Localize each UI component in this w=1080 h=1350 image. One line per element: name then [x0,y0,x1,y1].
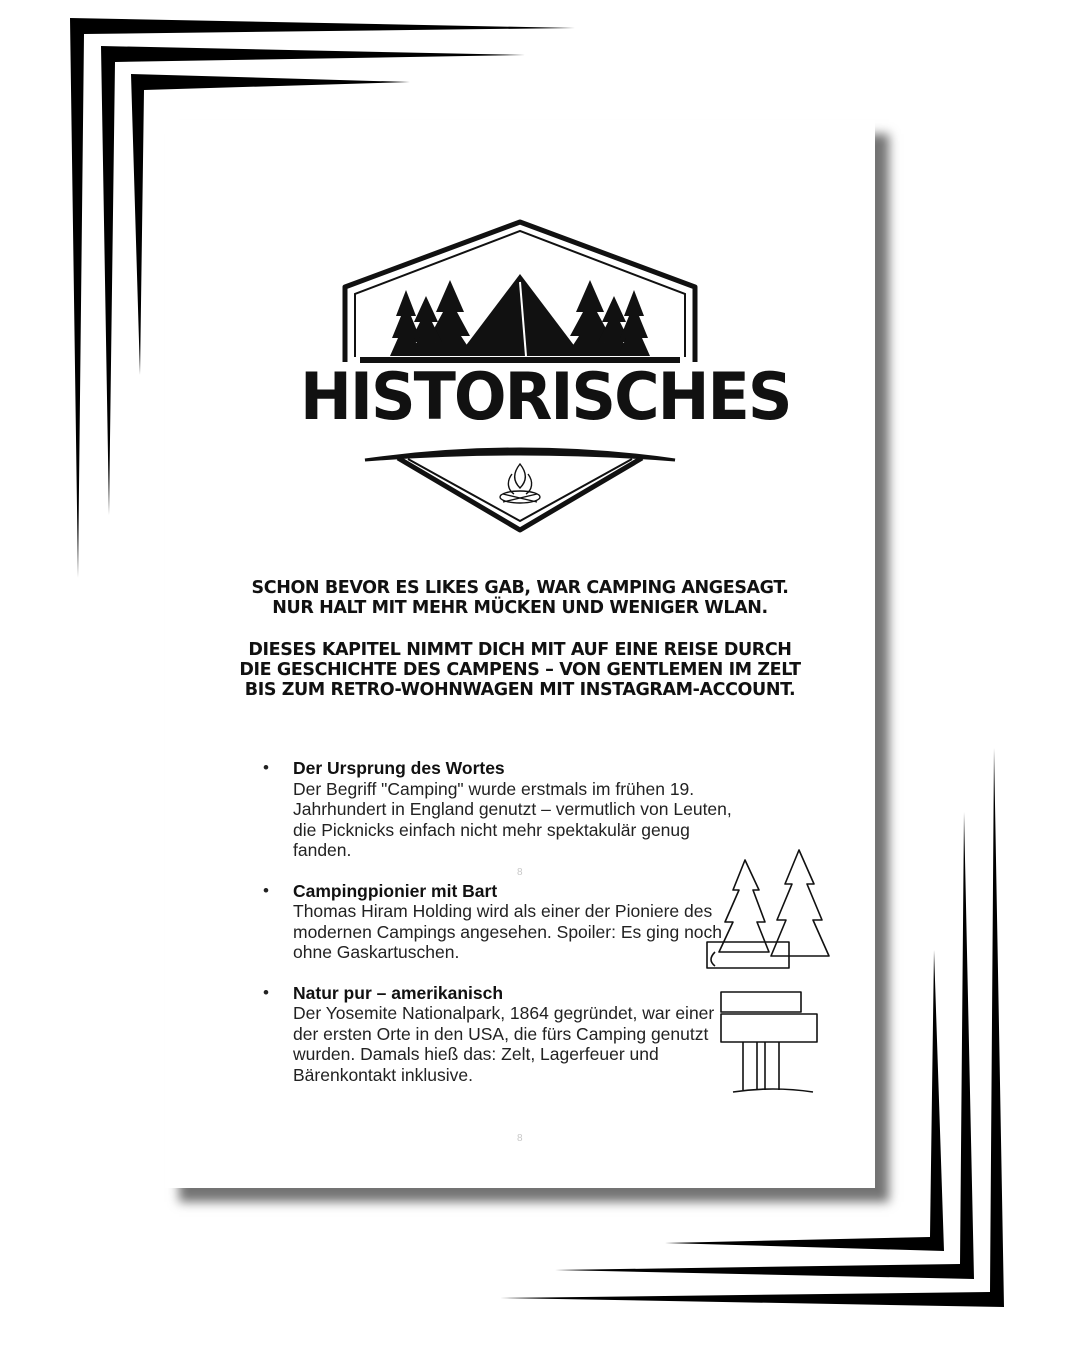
intro-paragraph-1: SCHON BEVOR ES LIKES GAB, WAR CAMPING ANGESAGT. NUR HALT MIT MEHR MÜCKEN UND WENIGER WLAN. [251,578,789,618]
item-title: Natur pur – amerikanisch [293,982,504,1003]
book-page [165,120,875,1188]
history-list [263,758,733,1105]
item-title: Der Ursprung des Wortes [293,758,505,778]
trees-signpost-icon [703,842,843,1102]
bullet-icon: • [263,982,269,1002]
item-text: Der Begriff "Camping" wurde erstmals im frühen 19. Jahrhundert in England genutzt – vermutlich von Leuten, die Picknicks einfach nicht mehr spektakulär genug fanden. [293,778,732,860]
list-item [263,983,733,1086]
list-item [263,758,733,861]
chapter-emblem [300,212,791,542]
item-text: Thomas Hiram Holding wird als einer der Pioniere des modernen Campings angesehen. Spoiler: Es ging noch ohne Gaskartuschen. [293,901,723,962]
list-item [263,881,733,963]
item-text: Der Yosemite Nationalpark, 1864 gegründet, war einer der ersten Orte in den USA, die fürs Camping genutzt wurden. Damals hieß das: Zelt, Lagerfeuer und Bärenkontakt inklusive. [293,1003,715,1085]
intro-paragraph-2: DIESES KAPITEL NIMMT DICH MIT AUF EINE REISE DURCH DIE GESCHICHTE DES CAMPENS – VON GENTLEMEN IM ZELT BIS ZUM RETRO-WOHNWAGEN MIT INSTAGRAM-ACCOUNT. [239,640,801,700]
tent-icon [458,274,582,356]
bullet-icon: • [263,758,269,777]
ghost-page-number: 8 [517,867,523,878]
item-title: Campingpionier mit Bart [293,880,498,901]
bullet-icon: • [263,880,269,900]
campfire-icon [500,464,540,503]
page-number: 8 [517,1133,523,1144]
chapter-title: HISTORISCHES [300,358,791,435]
